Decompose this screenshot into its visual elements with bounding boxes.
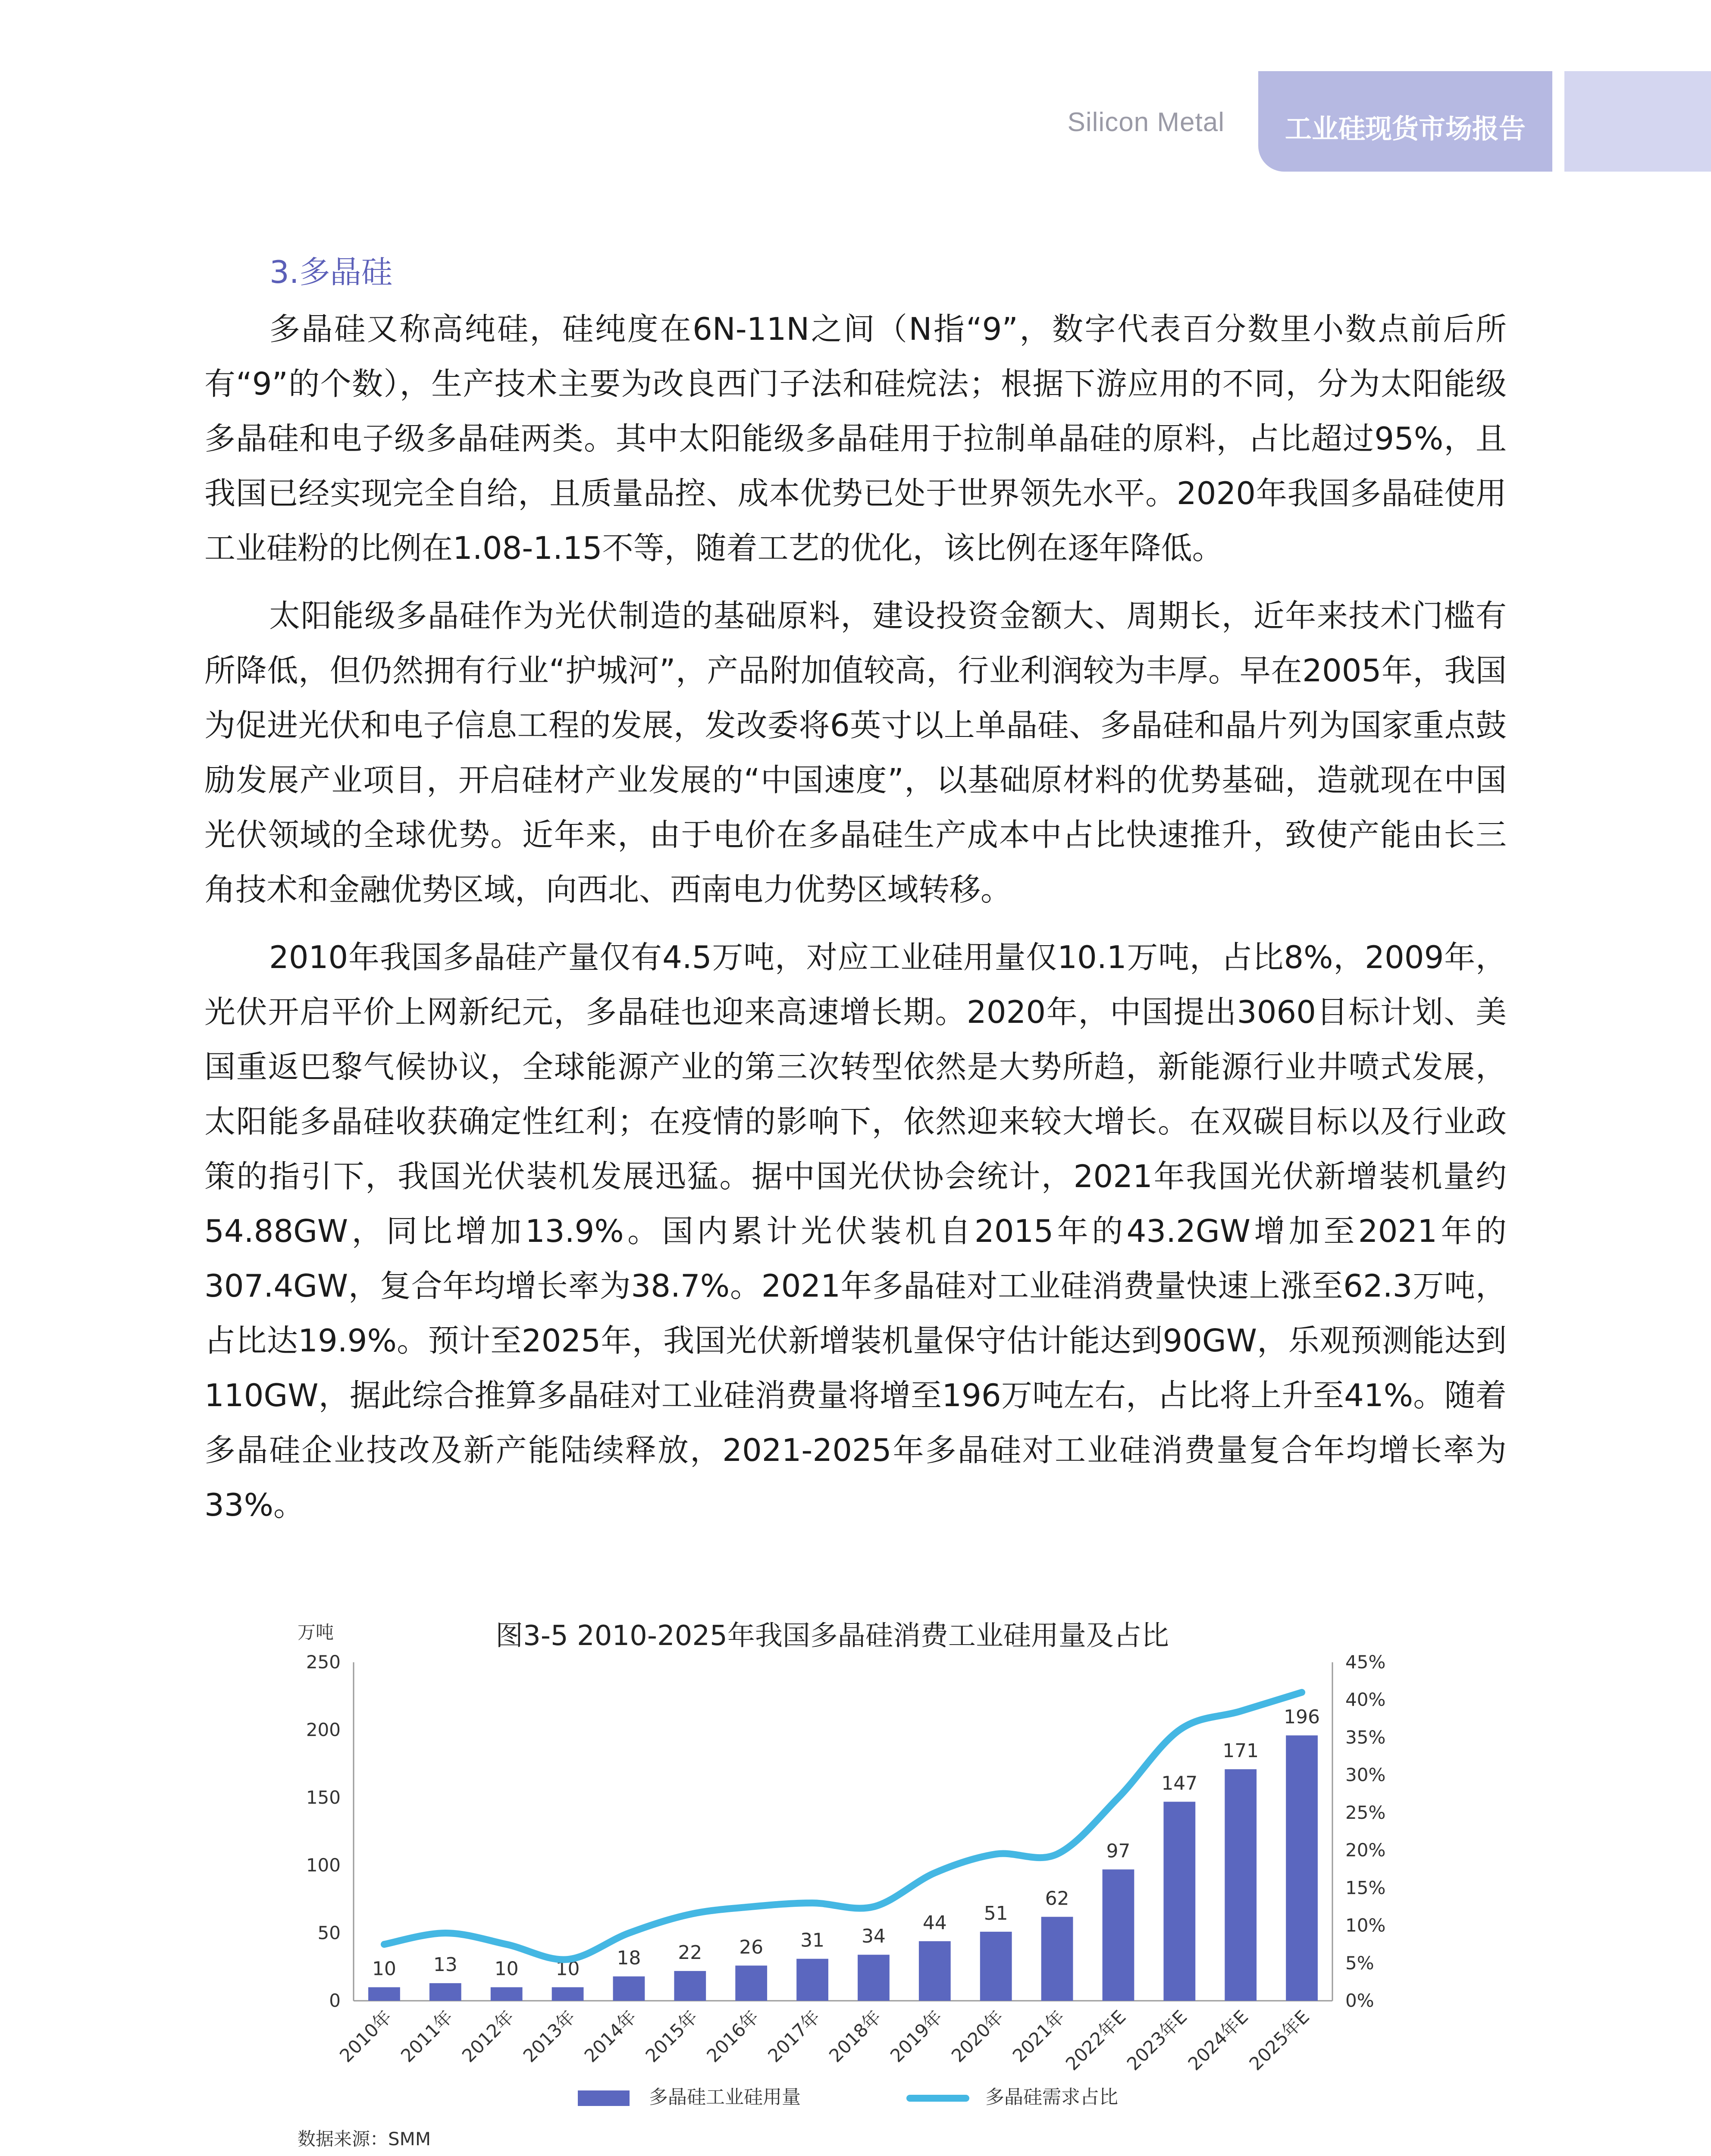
bar-value-label: 196 [1284, 1706, 1320, 1728]
y2-tick-label: 30% [1345, 1764, 1386, 1786]
bar [429, 1983, 461, 2001]
bar-value-label: 18 [617, 1947, 641, 1969]
bar [491, 1987, 523, 2001]
y2-tick-label: 35% [1345, 1727, 1386, 1748]
bar-value-label: 51 [984, 1902, 1008, 1924]
bar [858, 1955, 890, 2001]
legend-bar-label: 多晶硅工业硅用量 [649, 2086, 801, 2108]
x-tick-label: 2018年 [825, 2006, 886, 2067]
x-tick-label: 2012年 [458, 2006, 518, 2067]
x-tick-label: 2017年 [764, 2006, 824, 2067]
y2-tick-label: 45% [1345, 1651, 1386, 1673]
chart-plot-area [306, 1651, 1386, 2108]
y-tick-label: 0 [329, 1990, 341, 2011]
x-tick-label: 2025年E [1245, 2006, 1314, 2075]
bar-value-label: 10 [372, 1958, 396, 1980]
x-tick-label: 2013年 [519, 2006, 580, 2067]
bar [980, 1932, 1012, 2001]
bar-value-label: 26 [739, 1936, 764, 1959]
left-axis-unit: 万吨 [298, 1622, 334, 1643]
bar-value-label: 147 [1161, 1772, 1198, 1795]
y-tick-label: 100 [306, 1855, 341, 1876]
chart-title: 图3-5 2010-2025年我国多晶硅消费工业硅用量及占比 [495, 1620, 1169, 1652]
paragraph-2: 太阳能级多晶硅作为光伏制造的基础原料，建设投资金额大、周期长，近年来技术门槛有所降低，但仍然拥有行业“护城河”，产品附加值较高，行业利润较为丰厚。早在2005年，我国为促进光伏和电子信息工程的发展，发改委将6英寸以上单晶硅、多晶硅和晶片列为国家重点鼓励发展产业项目，开启硅材产业发展的“中国速度”，以基础原材料的优势基础，造就现在中国光伏领域的全球优势。近年来，由于电价在多晶硅生产成本中占比快速推升，致使产能由长三角技术和金融优势区域，向西北、西南电力优势区域转移。 [204, 598, 1507, 908]
bar [796, 1959, 828, 2001]
chart-source: 数据来源：SMM [298, 2128, 431, 2150]
x-tick-label: 2023年E [1122, 2006, 1191, 2075]
bar-value-label: 10 [494, 1958, 519, 1980]
x-tick-label: 2019年 [886, 2006, 946, 2067]
bar [613, 1976, 645, 2001]
bar [552, 1987, 584, 2001]
header-english-label: Silicon Metal [1067, 107, 1225, 137]
bar [368, 1987, 400, 2001]
y-tick-label: 250 [306, 1651, 341, 1673]
bar-value-label: 31 [800, 1929, 825, 1952]
bar-value-label: 22 [678, 1941, 702, 1964]
bar [919, 1941, 951, 2001]
x-tick-label: 2021年 [1008, 2006, 1069, 2067]
legend-line-label: 多晶硅需求占比 [985, 2086, 1118, 2108]
y2-tick-label: 25% [1345, 1802, 1386, 1823]
bar [1225, 1769, 1257, 2001]
y2-tick-label: 40% [1345, 1689, 1386, 1711]
paragraph-1: 多晶硅又称高纯硅，硅纯度在6N-11N之间（N指“9”，数字代表百分数里小数点前后所有“9”的个数），生产技术主要为改良西门子法和硅烷法；根据下游应用的不同，分为太阳能级多晶硅和电子级多晶硅两类。其中太阳能级多晶硅用于拉制单晶硅的原料，占比超过95%，且我国已经实现完全自给，且质量品控、成本优势已处于世界领先水平。2020年我国多晶硅使用工业硅粉的比例在1.08-1.15不等，随着工艺的优化，该比例在逐年降低。 [204, 311, 1507, 566]
y-tick-label: 50 [317, 1922, 341, 1943]
bar-value-label: 171 [1222, 1740, 1259, 1762]
bar-value-label: 13 [433, 1954, 458, 1976]
y-tick-label: 150 [306, 1787, 341, 1808]
legend-bar-swatch [578, 2090, 630, 2106]
x-tick-label: 2015年 [641, 2006, 702, 2067]
section-title: 3.多晶硅 [269, 254, 392, 290]
bar [735, 1965, 767, 2001]
bar [1041, 1917, 1073, 2001]
x-tick-label: 2020年 [947, 2006, 1008, 2067]
paragraph-3: 2010年我国多晶硅产量仅有4.5万吨，对应工业硅用量仅10.1万吨，占比8%，2009年，光伏开启平价上网新纪元，多晶硅也迎来高速增长期。2020年，中国提出3060目标计划、美国重返巴黎气候协议，全球能源产业的第三次转型依然是大势所趋，新能源行业井喷式发展，太阳能多晶硅收获确定性红利；在疫情的影响下，依然迎来较大增长。在双碳目标以及行业政策的指引下，我国光伏装机发展迅猛。据中国光伏协会统计，2021年我国光伏新增装机量约54.88GW，同比增加13.9%。国内累计光伏装机自2015年的43.2GW增加至2021年的307.4GW，复合年均增长率为38.7%。2021年多晶硅对工业硅消费量快速上涨至62.3万吨，占比达19.9%。预计至2025年，我国光伏新增装机量保守估计能达到90GW，乐观预测能达到110GW，据此综合推算多晶硅对工业硅消费量将增至196万吨左右，占比将上升至41%。随着多晶硅企业技改及新产能陆续释放，2021-2025年多晶硅对工业硅消费量复合年均增长率为33%。 [204, 939, 1507, 1523]
bar [674, 1971, 706, 2001]
y2-tick-label: 5% [1345, 1952, 1374, 1974]
y2-tick-label: 15% [1345, 1877, 1386, 1899]
x-tick-label: 2010年 [335, 2006, 396, 2067]
x-tick-label: 2016年 [702, 2006, 763, 2067]
y2-tick-label: 0% [1345, 1990, 1374, 2011]
bar-value-label: 62 [1045, 1887, 1069, 1910]
y2-tick-label: 20% [1345, 1839, 1386, 1861]
bar [1163, 1802, 1195, 2001]
x-tick-label: 2022年E [1061, 2006, 1130, 2075]
x-tick-label: 2011年 [396, 2006, 457, 2067]
x-tick-label: 2024年E [1184, 2006, 1253, 2075]
bar-value-label: 10 [555, 1958, 580, 1980]
y-tick-label: 200 [306, 1719, 341, 1740]
bar [1286, 1736, 1318, 2001]
bar-value-label: 34 [861, 1925, 886, 1948]
x-tick-label: 2014年 [580, 2006, 641, 2067]
bar [1103, 1869, 1134, 2001]
y2-tick-label: 10% [1345, 1915, 1386, 1936]
bar-value-label: 44 [922, 1912, 947, 1934]
header-tab-label: 工业硅现货市场报告 [1285, 113, 1526, 144]
bar-value-label: 97 [1106, 1840, 1131, 1862]
